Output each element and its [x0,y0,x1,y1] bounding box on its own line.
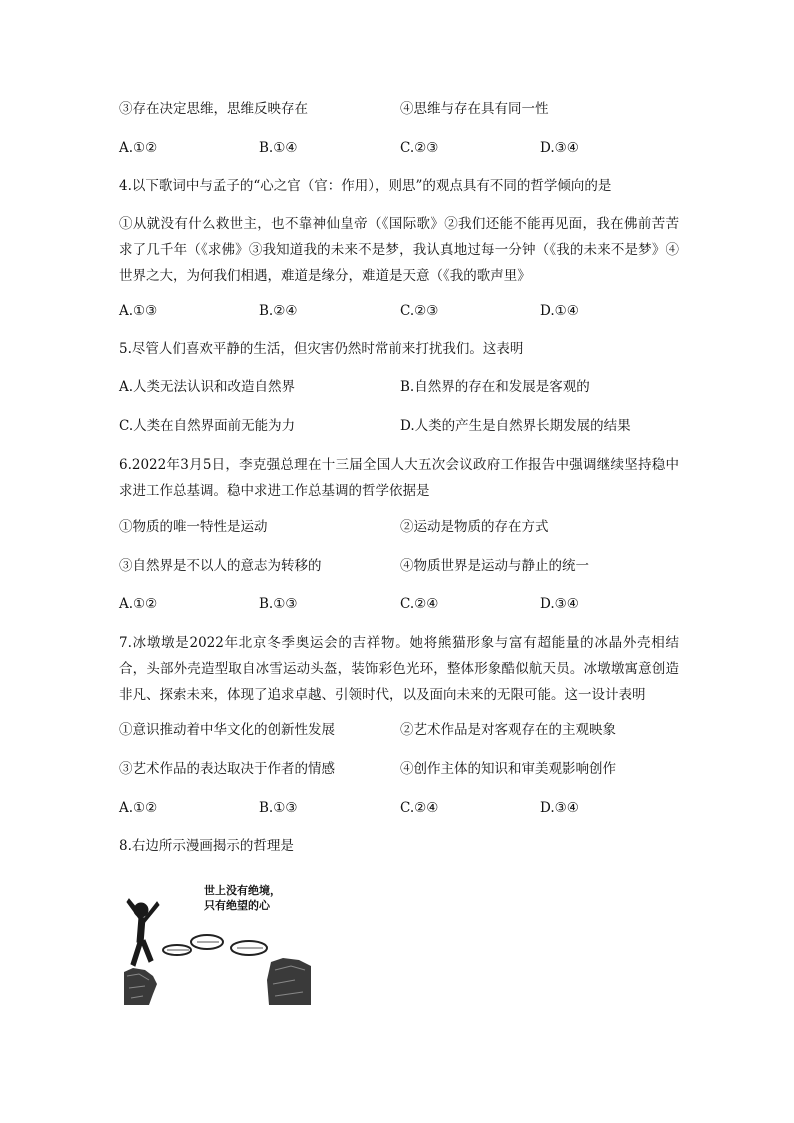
q6-option-2: ②运动是物质的存在方式 [400,519,549,535]
q3-choice-b: B.①④ [259,140,298,156]
q4-choice-b: B.②④ [259,303,298,319]
q6-choice-b: B.①③ [259,596,298,612]
jumping-man-figure [127,899,159,966]
q6-option-4: ④物质世界是运动与静止的统一 [400,558,589,574]
q6-option-3: ③自然界是不以人的意志为转移的 [119,558,322,574]
q7-option-2: ②艺术作品是对客观存在的主观映象 [400,722,616,738]
q4-body: ①从就没有什么救世主，也不靠神仙皇帝（《国际歌》②我们还能不能再见面，我在佛前苦苦求了几千年（《求佛》③我知道我的未来不是梦，我认真地过每一分钟（《我的未来不是梦》④世界之大，为何我们相遇，难道是缘分，难道是天意（《我的歌声里》 [119,216,679,284]
q3-option-4: ④思维与存在具有同一性 [400,101,549,117]
q8-stem: 8.右边所示漫画揭示的哲理是 [119,838,294,854]
q6-choice-a: A.①② [119,596,158,612]
q7-choice-b: B.①③ [259,800,298,816]
q6-choice-d: D.③④ [540,596,579,612]
q4-choice-a: A.①③ [119,303,158,319]
comic-illustration [119,880,314,1005]
q3-choice-c: C.②③ [400,140,439,156]
q5-option-c: C.人类在自然界面前无能为力 [119,418,296,434]
q4-choice-c: C.②③ [400,303,439,319]
q5-stem: 5.尽管人们喜欢平静的生活，但灾害仍然时常前来打扰我们。这表明 [119,341,524,357]
q5-option-a: A.人类无法认识和改造自然界 [119,379,296,395]
comic-caption-line-1: 世上没有绝境， [204,884,281,897]
q3-option-3: ③存在决定思维，思维反映存在 [119,101,308,117]
q6-option-1: ①物质的唯一特性是运动 [119,519,268,535]
q3-choice-a: A.①② [119,140,158,156]
comic-caption-line-2: 只有绝望的心 [204,899,270,912]
q4-stem: 4.以下歌词中与孟子的“心之官（官：作用），则思”的观点具有不同的哲学倾向的是 [119,178,612,194]
q7-choice-c: C.②④ [400,800,439,816]
q6-stem: 6.2022年3月5日，李克强总理在十三届全国人大五次会议政府工作报告中强调继续坚持稳中求进工作总基调。稳中求进工作总基调的哲学依据是 [119,457,679,499]
q7-choice-a: A.①② [119,800,158,816]
q7-option-3: ③艺术作品的表达取决于作者的情感 [119,761,335,777]
q3-choice-d: D.③④ [540,140,579,156]
q4-choice-d: D.①④ [540,303,579,319]
q5-option-d: D.人类的产生是自然界长期发展的结果 [400,418,631,434]
q6-choice-c: C.②④ [400,596,439,612]
q7-option-4: ④创作主体的知识和审美观影响创作 [400,761,616,777]
q5-option-b: B.自然界的存在和发展是客观的 [400,379,590,395]
q7-choice-d: D.③④ [540,800,579,816]
q7-option-1: ①意识推动着中华文化的创新性发展 [119,722,335,738]
cloud-stepping-stones [163,935,267,955]
q7-stem: 7.冰墩墩是2022年北京冬季奥运会的吉祥物。她将熊猫形象与富有超能量的冰晶外壳相结合，头部外壳造型取自冰雪运动头盔，装饰彩色光环，整体形象酷似航天员。冰墩墩寓意创造非凡、探索未来，体现了追求卓越、引领时代，以及面向未来的无限可能。这一设计表明 [119,635,679,703]
